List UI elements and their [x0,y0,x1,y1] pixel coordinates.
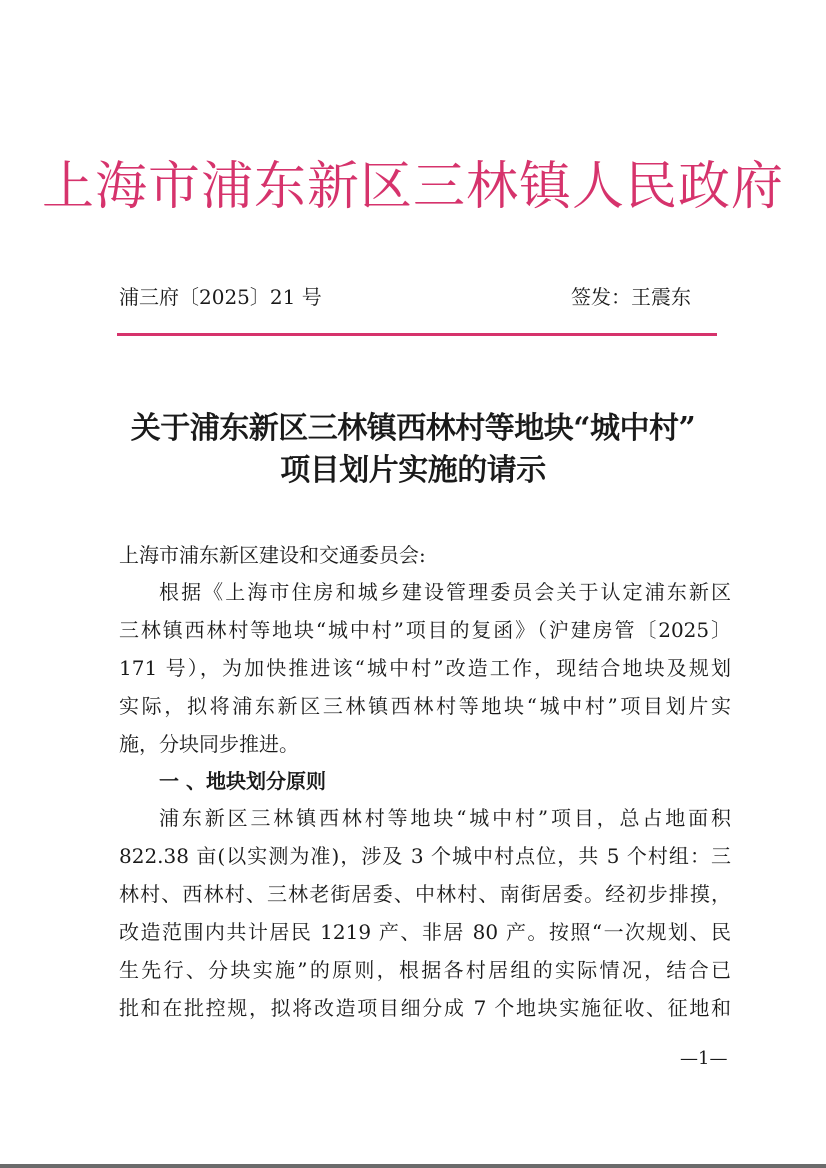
paragraph-1-line: 施，分块同步推进。 [119,732,299,756]
document-title-line-2: 项目划片实施的请示 [280,453,546,488]
document-number: 浦三府〔2025〕21 号 [119,285,322,309]
section-1-heading: 一 、地块划分原则 [159,769,326,793]
page-number: —1— [680,1048,728,1069]
paragraph-1-line: 根据《上海市住房和城乡建设管理委员会关于认定浦东新区 [159,580,731,604]
paragraph-2-line: 改造范围内共计居民 1219 产、非居 80 产。按照“一次规划、民 [119,920,731,944]
paragraph-2-line: 浦东新区三林镇西林村等地块“城中村”项目，总占地面积 [159,806,731,830]
document-title-line-1: 关于浦东新区三林镇西林村等地块“城中村” [130,411,696,446]
paragraph-1-line: 实际，拟将浦东新区三林镇西林村等地块“城中村”项目划片实 [119,694,731,718]
addressee: 上海市浦东新区建设和交通委员会: [119,543,426,567]
paragraph-2-line: 822.38 亩(以实测为准)，涉及 3 个城中村点位，共 5 个村组：三 [119,844,731,868]
paragraph-2-line: 生先行、分块实施”的原则，根据各村居组的实际情况，结合已 [119,958,731,982]
paragraph-1-line: 三林镇西林村等地块“城中村”项目的复函》（沪建房管〔2025〕 [119,618,731,642]
issuing-organization-header: 上海市浦东新区三林镇人民政府 [41,157,784,217]
scan-bottom-edge [0,1164,826,1168]
paragraph-2-line: 林村、西林村、三林老街居委、中林村、南街居委。经初步排摸， [119,882,731,906]
red-divider-line [117,333,717,336]
signer: 签发：王震东 [571,285,691,309]
paragraph-1-line: 171 号），为加快推进该“城中村”改造工作，现结合地块及规划 [119,656,731,680]
paragraph-2-line: 批和在批控规，拟将改造项目细分成 7 个地块实施征收、征地和 [119,996,731,1020]
